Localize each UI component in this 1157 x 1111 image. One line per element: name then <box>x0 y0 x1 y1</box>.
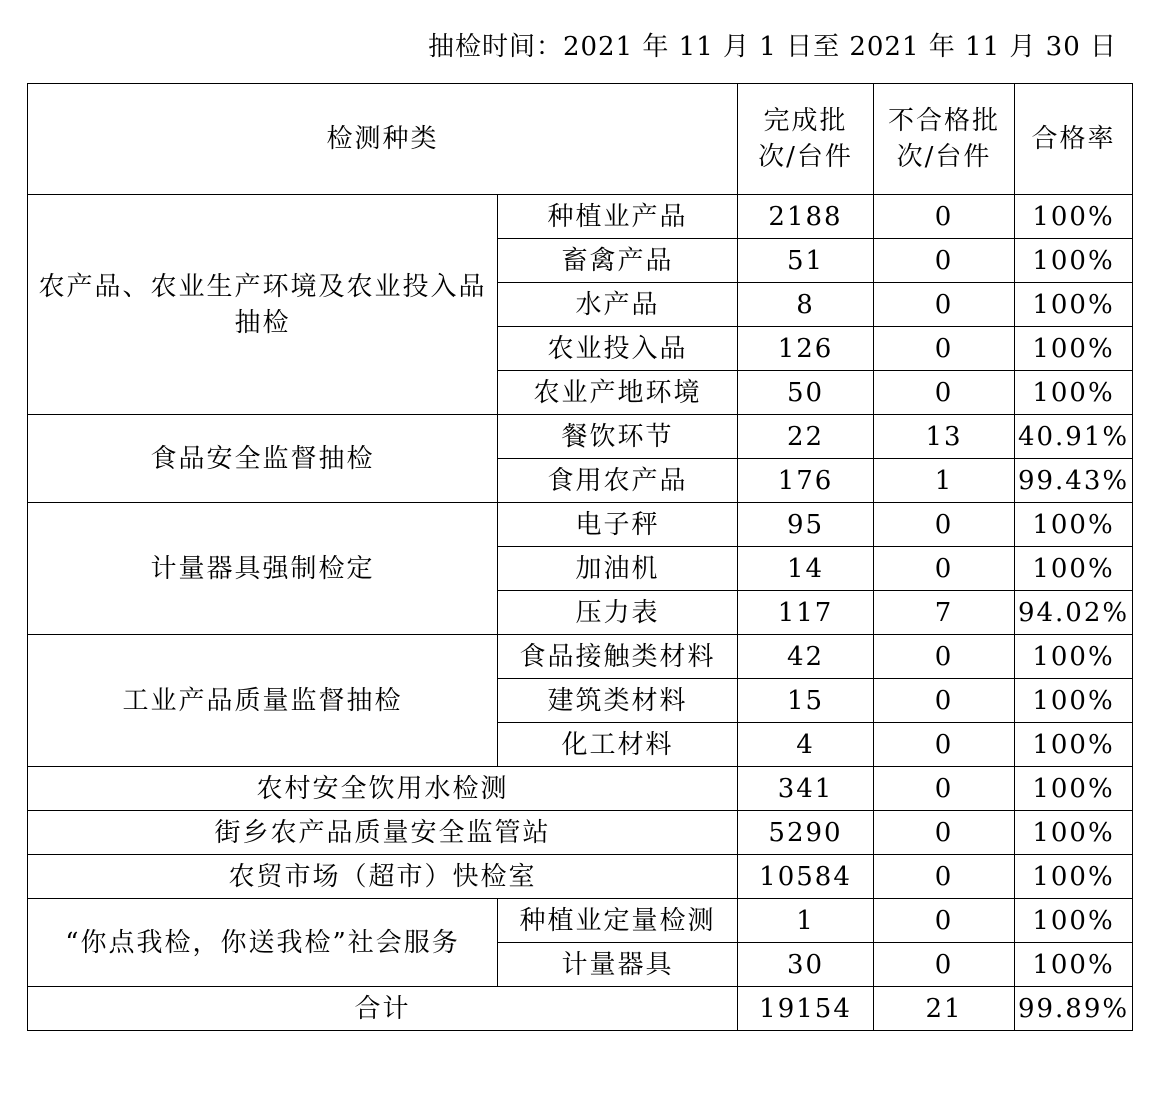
sub-category: 种植业定量检测 <box>498 899 738 943</box>
pass-rate: 100% <box>1015 239 1133 283</box>
sub-category: 水产品 <box>498 283 738 327</box>
table-row <box>28 767 1133 811</box>
total-unqualified: 21 <box>874 987 1015 1031</box>
completed-count: 176 <box>738 459 874 503</box>
pass-rate: 100% <box>1015 723 1133 767</box>
pass-rate: 100% <box>1015 855 1133 899</box>
completed-count: 22 <box>738 415 874 459</box>
unqualified-count: 0 <box>874 855 1015 899</box>
completed-count: 5290 <box>738 811 874 855</box>
sub-category: 压力表 <box>498 591 738 635</box>
pass-rate: 100% <box>1015 767 1133 811</box>
pass-rate: 40.91% <box>1015 415 1133 459</box>
group-category: 计量器具强制检定 <box>28 503 498 635</box>
sub-category: 食品接触类材料 <box>498 635 738 679</box>
pass-rate: 100% <box>1015 679 1133 723</box>
inspection-table <box>27 83 1133 1031</box>
pass-rate: 100% <box>1015 943 1133 987</box>
completed-count: 341 <box>738 767 874 811</box>
completed-count: 117 <box>738 591 874 635</box>
pass-rate: 99.43% <box>1015 459 1133 503</box>
unqualified-count: 0 <box>874 943 1015 987</box>
unqualified-count: 0 <box>874 371 1015 415</box>
table-row <box>28 635 1133 679</box>
total-completed: 19154 <box>738 987 874 1031</box>
single-category: 农贸市场（超市）快检室 <box>28 855 738 899</box>
table-row <box>28 811 1133 855</box>
completed-count: 4 <box>738 723 874 767</box>
header-row <box>28 84 1133 195</box>
header-category: 检测种类 <box>28 84 738 195</box>
completed-count: 42 <box>738 635 874 679</box>
unqualified-count: 7 <box>874 591 1015 635</box>
group-category: “你点我检，你送我检”社会服务 <box>28 899 498 987</box>
unqualified-count: 13 <box>874 415 1015 459</box>
total-pass-rate: 99.89% <box>1015 987 1133 1031</box>
single-category: 农村安全饮用水检测 <box>28 767 738 811</box>
sub-category: 化工材料 <box>498 723 738 767</box>
group-category: 工业产品质量监督抽检 <box>28 635 498 767</box>
completed-count: 51 <box>738 239 874 283</box>
completed-count: 1 <box>738 899 874 943</box>
sub-category: 畜禽产品 <box>498 239 738 283</box>
completed-count: 95 <box>738 503 874 547</box>
unqualified-count: 0 <box>874 811 1015 855</box>
pass-rate: 100% <box>1015 327 1133 371</box>
inspection-period: 抽检时间：2021 年 11 月 1 日至 2021 年 11 月 30 日 <box>427 32 1117 62</box>
sub-category: 餐饮环节 <box>498 415 738 459</box>
unqualified-count: 0 <box>874 239 1015 283</box>
completed-count: 8 <box>738 283 874 327</box>
group-category: 食品安全监督抽检 <box>28 415 498 503</box>
unqualified-count: 0 <box>874 283 1015 327</box>
header-unqualified: 不合格批次/台件 <box>874 84 1015 195</box>
table-row <box>28 195 1133 239</box>
unqualified-count: 0 <box>874 195 1015 239</box>
sub-category: 农业产地环境 <box>498 371 738 415</box>
pass-rate: 100% <box>1015 547 1133 591</box>
group-category: 农产品、农业生产环境及农业投入品抽检 <box>28 195 498 415</box>
table-row <box>28 899 1133 943</box>
pass-rate: 100% <box>1015 195 1133 239</box>
unqualified-count: 0 <box>874 635 1015 679</box>
completed-count: 50 <box>738 371 874 415</box>
sub-category: 食用农产品 <box>498 459 738 503</box>
single-category: 街乡农产品质量安全监管站 <box>28 811 738 855</box>
header-completed: 完成批次/台件 <box>738 84 874 195</box>
sub-category: 建筑类材料 <box>498 679 738 723</box>
table-row <box>28 415 1133 459</box>
pass-rate: 94.02% <box>1015 591 1133 635</box>
pass-rate: 100% <box>1015 371 1133 415</box>
unqualified-count: 0 <box>874 503 1015 547</box>
completed-count: 126 <box>738 327 874 371</box>
table-row <box>28 855 1133 899</box>
completed-count: 14 <box>738 547 874 591</box>
pass-rate: 100% <box>1015 811 1133 855</box>
pass-rate: 100% <box>1015 503 1133 547</box>
pass-rate: 100% <box>1015 283 1133 327</box>
unqualified-count: 0 <box>874 899 1015 943</box>
sub-category: 计量器具 <box>498 943 738 987</box>
total-label: 合计 <box>28 987 738 1031</box>
sub-category: 种植业产品 <box>498 195 738 239</box>
table-row <box>28 503 1133 547</box>
header-pass-rate: 合格率 <box>1015 84 1133 195</box>
unqualified-count: 1 <box>874 459 1015 503</box>
sub-category: 农业投入品 <box>498 327 738 371</box>
completed-count: 15 <box>738 679 874 723</box>
unqualified-count: 0 <box>874 767 1015 811</box>
sub-category: 加油机 <box>498 547 738 591</box>
unqualified-count: 0 <box>874 547 1015 591</box>
completed-count: 2188 <box>738 195 874 239</box>
pass-rate: 100% <box>1015 635 1133 679</box>
pass-rate: 100% <box>1015 899 1133 943</box>
completed-count: 10584 <box>738 855 874 899</box>
unqualified-count: 0 <box>874 327 1015 371</box>
completed-count: 30 <box>738 943 874 987</box>
unqualified-count: 0 <box>874 723 1015 767</box>
total-row <box>28 987 1133 1031</box>
unqualified-count: 0 <box>874 679 1015 723</box>
sub-category: 电子秤 <box>498 503 738 547</box>
